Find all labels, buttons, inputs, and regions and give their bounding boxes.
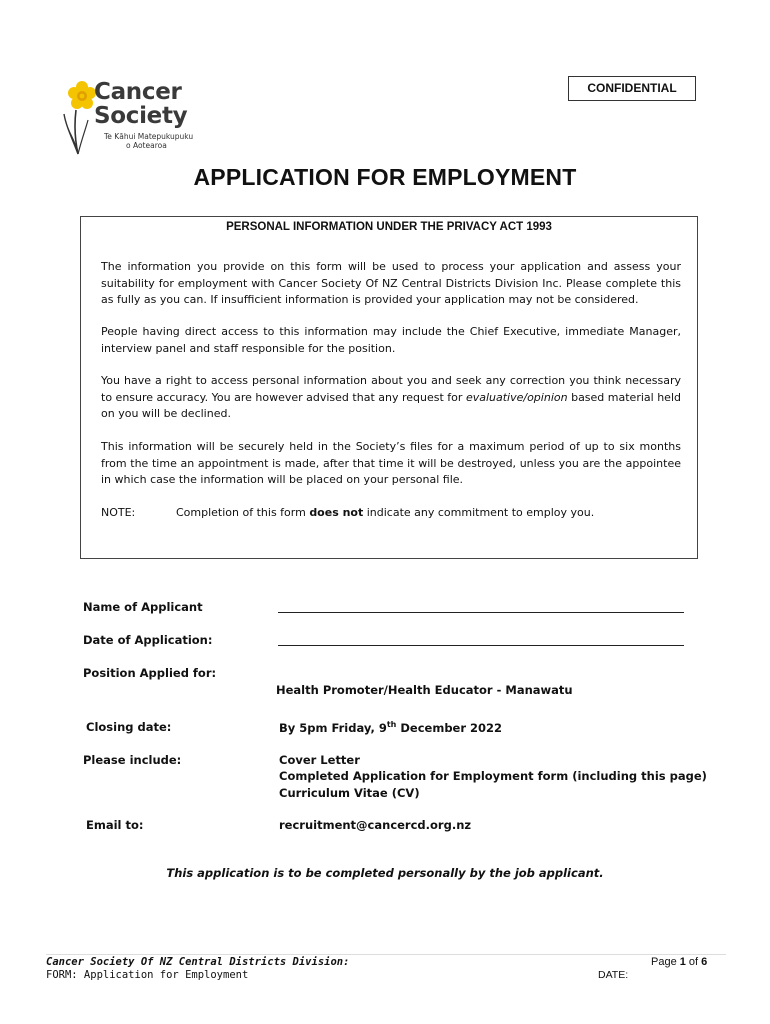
include-item-cv: Curriculum Vitae (CV) [279, 786, 420, 800]
confidential-label: CONFIDENTIAL [568, 76, 696, 101]
date-of-application-label: Date of Application: [83, 633, 213, 647]
closing-date-value [279, 720, 502, 735]
footer-org: Cancer Society Of NZ Central Districts Division: [46, 956, 350, 968]
position-applied-label: Position Applied for: [83, 666, 217, 680]
privacy-paragraph-3 [101, 373, 681, 423]
include-item-application-form: Completed Application for Employment form (including this page) [279, 769, 707, 783]
note-text [176, 506, 594, 519]
closing-date-label: Closing date: [86, 720, 172, 734]
closing-date-suffix: th [386, 720, 397, 729]
name-of-applicant-field[interactable] [278, 612, 684, 613]
page-total: 6 [701, 956, 708, 968]
note-text-a: Completion of this form [176, 506, 310, 519]
page-title: APPLICATION FOR EMPLOYMENT [193, 164, 577, 190]
note-text-b: indicate any commitment to employ you. [363, 506, 595, 519]
include-item-cover-letter: Cover Letter [279, 753, 360, 767]
note-text-bold: does not [309, 506, 364, 519]
note-label: NOTE: [101, 506, 136, 519]
privacy-heading: PERSONAL INFORMATION UNDER THE PRIVACY ACT 1993 [226, 221, 552, 233]
logo-subtitle-line1: Te Kāhui Matepukupuku [104, 132, 194, 141]
page-of: of [685, 956, 702, 968]
date-of-application-field[interactable] [278, 645, 684, 646]
closing-date-month: December 2022 [396, 720, 503, 735]
privacy-p3-text: You have a right to access personal information about you and seek any correction you think necessary to ensure accuracy. You are however advised that any request for [101, 374, 681, 404]
page-prefix: Page [651, 956, 680, 968]
please-include-label: Please include: [83, 753, 182, 767]
email-to-label: Email to: [86, 818, 144, 832]
privacy-paragraph-4: This information will be securely held in the Society’s files for a maximum period of up to six months from the time an appointment is made, after that time it will be destroyed, unless you are the appointee in which case the information will be placed on your personal file. [101, 440, 681, 486]
daffodil-icon [62, 78, 98, 156]
privacy-p3-text-end: based material held on you will be declined. [101, 390, 681, 420]
email-address[interactable]: recruitment@cancercd.org.nz [279, 818, 472, 832]
footer-divider [46, 954, 726, 955]
closing-date-text: By 5pm Friday, 9 [279, 720, 387, 735]
logo-subtitle-line2: o Aotearoa [126, 141, 167, 150]
footer-page-number [651, 956, 707, 968]
position-applied-value: Health Promoter/Health Educator - Manawatu [276, 683, 573, 697]
cancer-society-logo [62, 78, 202, 158]
page-current: 1 [679, 956, 686, 968]
privacy-p3-italic: evaluative/opinion [465, 390, 568, 404]
name-of-applicant-label: Name of Applicant [83, 600, 203, 614]
privacy-paragraph-1: The information you provide on this form will be used to process your application and assess your suitability for employment with Cancer Society Of NZ Central Districts Division Inc. Please complete this as fully as you can. If insufficient information is provided your application may not be considered. [101, 260, 681, 306]
footer-form-name: FORM: Application for Employment [46, 969, 249, 981]
applicant-statement: This application is to be completed personally by the job applicant. [166, 866, 604, 880]
privacy-paragraph-2: People having direct access to this information may include the Chief Executive, immediate Manager, interview panel and staff responsible for the position. [101, 325, 681, 355]
logo-name-line1: Cancer [94, 79, 182, 105]
logo-name-line2: Society [94, 103, 188, 129]
footer-date-label: DATE: [598, 969, 629, 981]
privacy-notice-box [80, 216, 698, 559]
